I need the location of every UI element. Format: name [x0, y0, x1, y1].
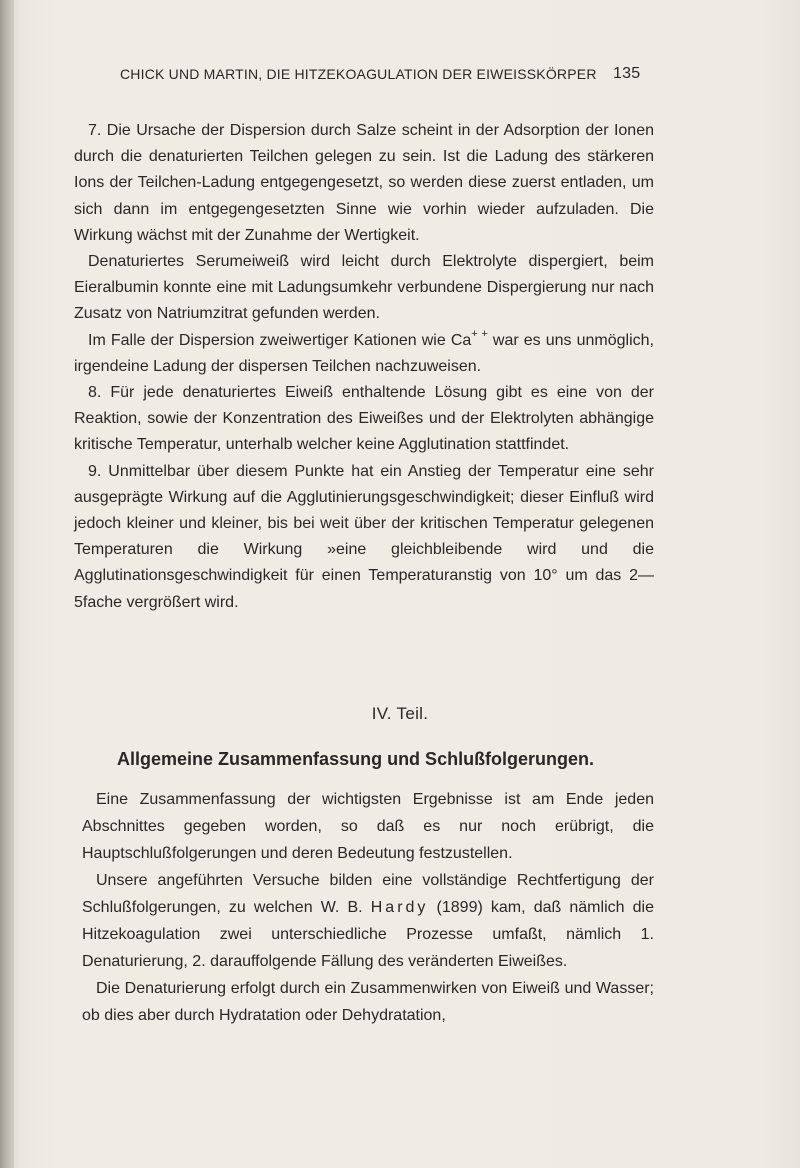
paragraph-serum-dispersion: Denaturiertes Serumeiweiß wird leicht durch Elektrolyte dispergiert, beim Eieralbumin konnte eine mit Ladungsumkehr verbundene Dispergierung nur nach Zusatz von Natriumzitrat gefunden werden. — [74, 253, 654, 323]
section-title: Allgemeine Zusammenfassung und Schlußfolgerungen. — [117, 749, 595, 769]
page-number: 135 — [613, 65, 641, 82]
hardy-name: Hardy — [370, 899, 429, 916]
paragraph-summary-intro: Eine Zusammenfassung der wichtigsten Ergebnisse ist am Ende jeden Abschnittes gegeben worden, so daß es nur noch erübrigt, die Hauptschlußfolgerungen und deren Bedeutung festzustellen. — [82, 791, 654, 862]
paragraph-point-9: 9. Unmittelbar über diesem Punkte hat ein Anstieg der Temperatur eine sehr ausgeprägte Wirkung auf die Agglutinierungsgeschwindigkeit; dieser Einfluß wird jedoch kleiner und kleiner, bis bei weit über der kritischen Temperatur gelegenen Temperaturen die Wirkung »eine gleichbleibende wird und die Agglutinationsgeschwindigkeit für einen Temperaturanstig von 10° um das 2—5fache vergrößert wird. — [74, 462, 654, 611]
book-spine-shadow — [0, 0, 14, 1168]
hardy-text-before: Unsere angeführten Versuche bilden eine vollständige Rechtfertigung der Schlußfolgerungen, zu welchen W. B. — [82, 872, 654, 916]
calcium-charge-superscript: + + — [471, 327, 488, 340]
calcium-text-after: war es uns unmöglich, irgendeine Ladung der dispersen Teilchen nachzuweisen. — [74, 331, 655, 375]
part-heading: IV. Teil. — [371, 704, 429, 723]
paragraph-hardy — [82, 867, 654, 975]
paragraph-calcium — [74, 328, 654, 380]
running-title: CHICK UND MARTIN, DIE HITZEKOAGULATION DER EIWEISSKÖRPER — [120, 66, 597, 82]
text-block-part4-summary — [82, 786, 654, 1029]
paragraph-point-8: 8. Für jede denaturiertes Eiweiß enthaltende Lösung gibt es eine von der Reaktion, sowie der Konzentration des Eiweißes und der Elektrolyten abhängige kritische Temperatur, unterhalb welcher keine Agglutination stattfindet. — [74, 384, 654, 454]
paragraph-point-7: 7. Die Ursache der Dispersion durch Salze scheint in der Adsorption der Ionen durch die denaturierten Teilchen gelegen zu sein. Ist die Ladung des stärkeren Ions der Teilchen-Ladung entgegengesetzt, so werden diese zuerst entladen, um sich dann im entgegengesetzten Sinne wie vorhin wieder aufzuladen. Die Wirkung wächst mit der Zunahme der Wertigkeit. — [74, 122, 654, 244]
hardy-text-after: (1899) kam, daß nämlich die Hitzekoagulation zwei unterschiedliche Prozesse umfaßt, nämlich 1. Denaturierung, 2. darauffolgende Fällung des veränderten Eiweißes. — [82, 899, 654, 970]
text-block-part3-conclusions — [74, 118, 654, 616]
calcium-text-before: Im Falle der Dispersion zweiwertiger Kationen wie Ca — [88, 331, 472, 349]
paragraph-denaturation: Die Denaturierung erfolgt durch ein Zusammenwirken von Eiweiß und Wasser; ob dies aber durch Hydratation oder Dehydratation, — [82, 980, 654, 1024]
running-header — [120, 65, 641, 82]
